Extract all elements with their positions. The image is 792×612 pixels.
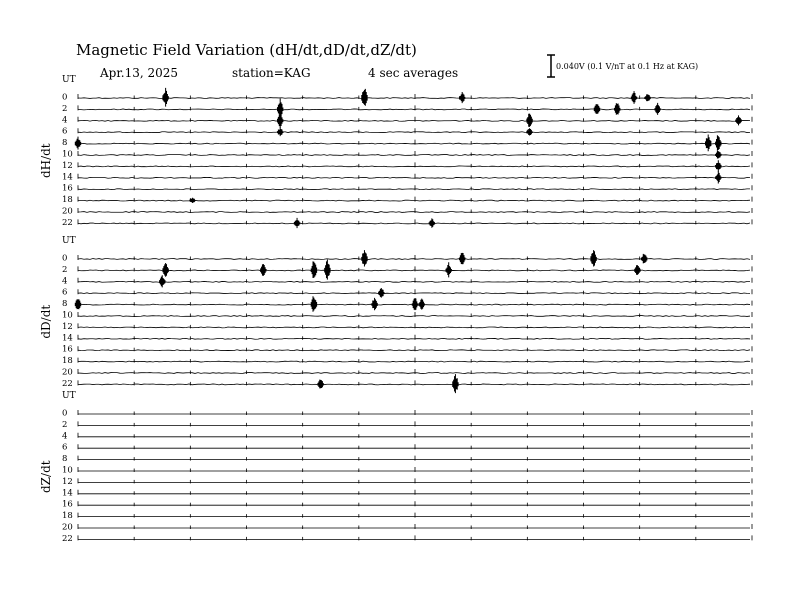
row-label: 18 xyxy=(62,511,73,522)
row-label: 16 xyxy=(62,183,73,194)
scale-bar-label: 0.040V (0.1 V/nT at 0.1 Hz at KAG) xyxy=(556,62,699,71)
activity-burst xyxy=(736,115,741,125)
trace-row xyxy=(78,109,750,110)
row-label: 18 xyxy=(62,356,73,367)
row-label: 22 xyxy=(62,217,73,228)
activity-burst xyxy=(163,88,168,107)
activity-burst xyxy=(362,250,367,266)
trace-row xyxy=(78,361,750,362)
activity-burst xyxy=(591,250,596,266)
activity-burst xyxy=(75,137,80,150)
row-label: 4 xyxy=(62,115,68,126)
activity-burst xyxy=(278,112,283,128)
row-label: 8 xyxy=(62,454,68,465)
activity-burst xyxy=(75,299,80,309)
activity-burst xyxy=(459,253,464,264)
panels-group xyxy=(39,75,792,544)
activity-burst xyxy=(594,104,599,114)
trace-row xyxy=(78,327,750,328)
trace-row xyxy=(78,189,750,190)
row-label: 16 xyxy=(62,499,73,510)
activity-burst xyxy=(453,374,458,393)
activity-burst xyxy=(419,299,424,310)
panel-dD-dt xyxy=(39,236,792,393)
trace-row xyxy=(78,338,750,339)
date-label: Apr.13, 2025 xyxy=(100,66,179,80)
ut-label: UT xyxy=(62,75,76,85)
activity-burst xyxy=(294,218,299,228)
activity-burst xyxy=(318,380,323,389)
station-label: station=KAG xyxy=(232,66,311,80)
trace-row xyxy=(78,350,750,351)
activity-burst xyxy=(311,296,316,311)
panel-dZ-dt xyxy=(39,391,752,544)
activity-burst xyxy=(362,89,367,106)
row-label: 0 xyxy=(62,92,68,103)
row-label: 18 xyxy=(62,195,73,206)
trace-row xyxy=(78,373,750,374)
trace-row xyxy=(78,281,750,282)
averaging-label: 4 sec averages xyxy=(368,66,459,80)
activity-burst xyxy=(278,128,283,137)
row-label: 8 xyxy=(62,299,68,310)
row-label: 14 xyxy=(62,172,73,183)
activity-burst xyxy=(641,254,646,263)
row-label: 4 xyxy=(62,431,68,442)
row-label: 22 xyxy=(62,378,73,389)
trace-row xyxy=(78,384,750,385)
row-label: 2 xyxy=(62,103,68,114)
row-label: 16 xyxy=(62,344,73,355)
activity-burst xyxy=(716,160,721,171)
activity-burst xyxy=(716,135,721,150)
row-label: 6 xyxy=(62,442,68,453)
row-label: 10 xyxy=(62,310,73,321)
activity-burst xyxy=(325,259,330,279)
activity-burst xyxy=(311,261,316,278)
row-label: 6 xyxy=(62,287,68,298)
row-label: 0 xyxy=(62,253,68,264)
trace-row xyxy=(78,155,750,156)
row-label: 14 xyxy=(62,488,73,499)
panel-ylabel: dH/dt xyxy=(39,143,53,179)
activity-burst xyxy=(631,91,636,104)
trace-row xyxy=(78,212,750,213)
activity-burst xyxy=(615,103,620,115)
trace-row xyxy=(78,223,750,224)
row-label: 2 xyxy=(62,264,68,275)
activity-burst xyxy=(705,135,710,152)
activity-burst xyxy=(716,171,721,183)
trace-row xyxy=(78,270,750,271)
row-label: 12 xyxy=(62,476,73,487)
row-label: 22 xyxy=(62,533,73,544)
activity-burst xyxy=(163,263,168,277)
activity-burst xyxy=(716,151,721,159)
row-label: 6 xyxy=(62,126,68,137)
trace-row xyxy=(78,293,750,294)
activity-burst xyxy=(429,218,434,227)
row-label: 8 xyxy=(62,138,68,149)
activity-burst xyxy=(635,265,640,275)
chart-title: Magnetic Field Variation (dH/dt,dD/dt,dZ/dt) xyxy=(76,41,417,59)
activity-burst xyxy=(160,275,165,287)
trace-row xyxy=(78,120,750,121)
row-label: 20 xyxy=(62,367,73,378)
row-label: 20 xyxy=(62,522,73,533)
activity-burst xyxy=(379,288,384,298)
activity-burst xyxy=(261,264,266,276)
trace-row xyxy=(78,259,750,260)
row-label: 12 xyxy=(62,321,73,332)
panel-ylabel: dZ/dt xyxy=(39,460,53,493)
activity-burst xyxy=(655,103,660,115)
trace-row xyxy=(78,166,750,167)
row-label: 0 xyxy=(62,408,68,419)
row-label: 12 xyxy=(62,160,73,171)
row-label: 10 xyxy=(62,465,73,476)
ut-label: UT xyxy=(62,391,76,401)
panel-dH-dt xyxy=(39,75,792,233)
activity-burst xyxy=(527,114,532,127)
scale-bar xyxy=(547,55,698,77)
activity-burst xyxy=(645,94,650,101)
row-label: 2 xyxy=(62,419,68,430)
row-label: 20 xyxy=(62,206,73,217)
trace-row xyxy=(78,132,750,133)
row-label: 4 xyxy=(62,276,68,287)
activity-burst xyxy=(459,92,464,103)
panel-ylabel: dD/dt xyxy=(39,304,53,339)
ut-label: UT xyxy=(62,236,76,246)
activity-burst xyxy=(372,298,377,310)
trace-row xyxy=(78,143,750,144)
row-label: 14 xyxy=(62,333,73,344)
activity-burst xyxy=(446,262,451,277)
row-label: 10 xyxy=(62,149,73,160)
trace-row xyxy=(78,316,750,317)
trace-row xyxy=(78,177,750,178)
activity-burst xyxy=(412,298,417,310)
trace-row xyxy=(78,200,750,201)
activity-burst xyxy=(527,128,532,135)
